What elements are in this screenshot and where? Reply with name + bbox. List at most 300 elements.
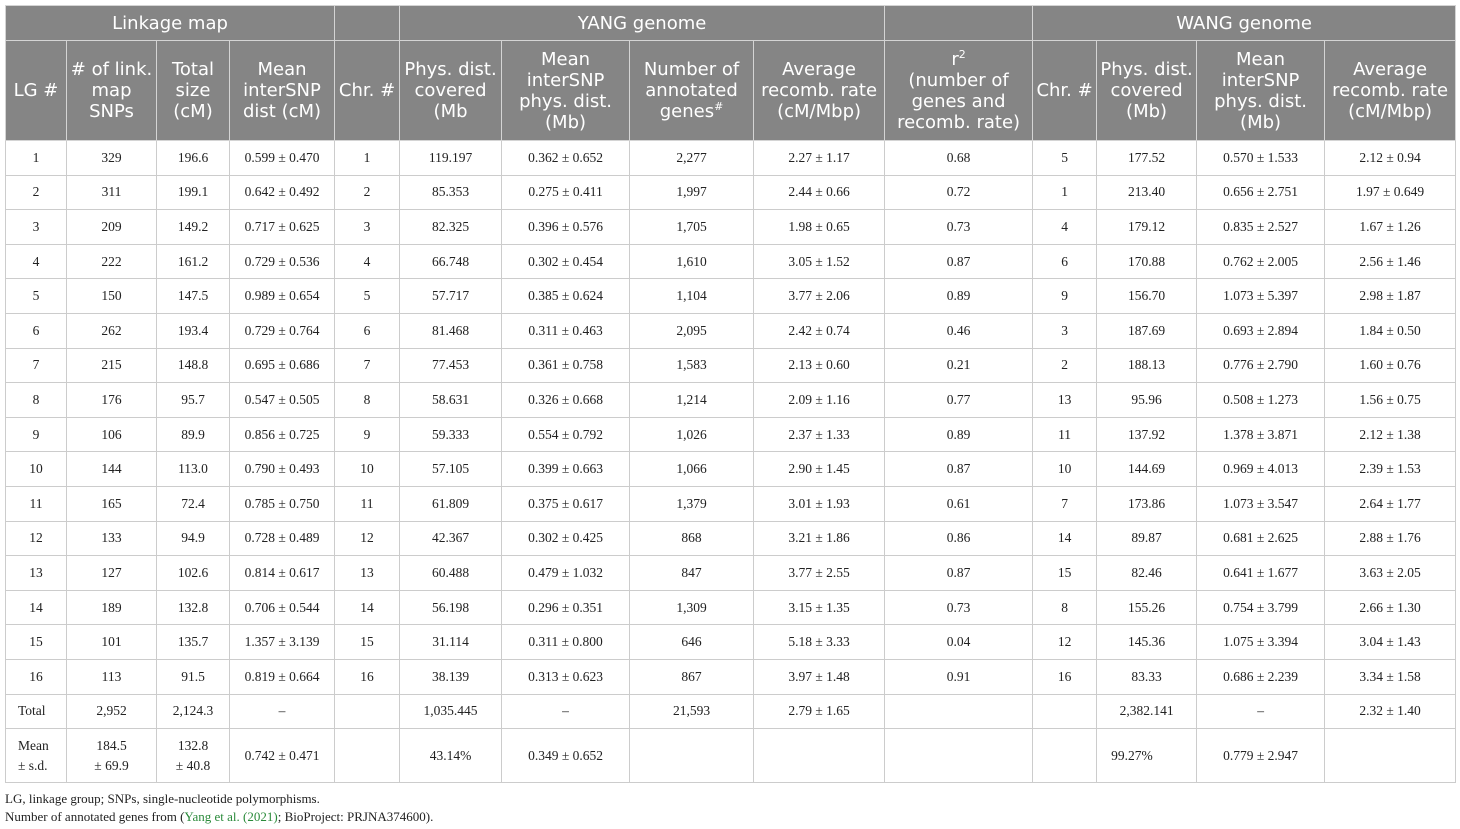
table-cell: 0.754 ± 3.799 [1197,590,1325,625]
table-cell: 0.785 ± 0.750 [230,486,335,521]
table-cell: 1,705 [630,210,754,245]
table-cell: 4 [335,244,400,279]
table-cell: 2.88 ± 1.76 [1325,521,1456,556]
table-cell: 0.72 [885,175,1033,210]
table-cell: 189 [67,590,157,625]
table-cell: 0.790 ± 0.493 [230,452,335,487]
total-cell: – [1197,694,1325,729]
table-cell: 145.36 [1097,625,1197,660]
table-cell: 2 [335,175,400,210]
table-cell: 0.91 [885,659,1033,694]
mean-wang-mean: 0.779 ± 2.947 [1197,729,1325,783]
table-cell: 1.67 ± 1.26 [1325,210,1456,245]
table-cell: 0.302 ± 0.425 [502,521,630,556]
table-row [6,659,1456,694]
table-row [6,521,1456,556]
table-cell: 119.197 [400,141,502,176]
table-cell: 0.04 [885,625,1033,660]
table-cell: 10 [6,452,67,487]
header-wang-chr: Chr. # [1033,41,1097,141]
table-cell: 1,583 [630,348,754,383]
table-cell: 15 [335,625,400,660]
mean-empty [630,729,754,783]
table-cell: 193.4 [157,313,230,348]
table-cell: 2 [6,175,67,210]
table-cell: 10 [1033,452,1097,487]
header-wang-mean: Mean interSNP phys. dist. (Mb) [1197,41,1325,141]
table-cell: 2.09 ± 1.16 [754,383,885,418]
table-cell: 173.86 [1097,486,1197,521]
group-header-spacer [885,6,1033,41]
table-cell: 12 [6,521,67,556]
table-cell: 3.63 ± 2.05 [1325,556,1456,591]
mean-empty [1325,729,1456,783]
table-row [6,417,1456,452]
table-cell: 149.2 [157,210,230,245]
table-cell: 868 [630,521,754,556]
table-cell: 0.313 ± 0.623 [502,659,630,694]
table-cell: 1,379 [630,486,754,521]
table-cell: 1.357 ± 3.139 [230,625,335,660]
table-cell: 2.90 ± 1.45 [754,452,885,487]
table-cell: 2.37 ± 1.33 [754,417,885,452]
table-cell: 0.275 ± 0.411 [502,175,630,210]
table-cell: 7 [335,348,400,383]
table-cell: 222 [67,244,157,279]
table-cell: 82.325 [400,210,502,245]
table-cell: 1,610 [630,244,754,279]
table-cell: 11 [6,486,67,521]
table-cell: 165 [67,486,157,521]
total-cell: 1,035.445 [400,694,502,729]
table-cell: 1,214 [630,383,754,418]
table-cell: 3 [335,210,400,245]
table-cell: 3.77 ± 2.55 [754,556,885,591]
table-cell: 1.073 ± 3.547 [1197,486,1325,521]
table-cell: 10 [335,452,400,487]
mean-size-sd: ± 40.8 [175,757,211,773]
reference-link[interactable]: Yang et al. (2021) [184,809,278,825]
table-cell: 8 [1033,590,1097,625]
table-cell: 6 [6,313,67,348]
table-cell: 42.367 [400,521,502,556]
mean-label [6,729,67,783]
table-row [6,383,1456,418]
table-row [6,313,1456,348]
mean-wang-phys: 99.27% [1097,729,1197,783]
mean-label-line1: Mean [18,737,49,753]
table-cell: 187.69 [1097,313,1197,348]
table-cell: 2,095 [630,313,754,348]
header-yang-mean: Mean interSNP phys. dist. (Mb) [502,41,630,141]
table-cell: 0.375 ± 0.617 [502,486,630,521]
table-cell: 0.554 ± 0.792 [502,417,630,452]
group-header-wang: WANG genome [1033,6,1456,41]
total-cell: – [230,694,335,729]
table-cell: 0.385 ± 0.624 [502,279,630,314]
table-cell: 2.42 ± 0.74 [754,313,885,348]
table-cell: 38.139 [400,659,502,694]
table-cell: 9 [335,417,400,452]
table-cell: 3.77 ± 2.06 [754,279,885,314]
table-cell: 56.198 [400,590,502,625]
table-row [6,590,1456,625]
table-cell: 7 [6,348,67,383]
table-cell: 58.631 [400,383,502,418]
table-cell: 0.86 [885,521,1033,556]
table-row [6,175,1456,210]
table-cell: 176 [67,383,157,418]
table-cell: 12 [1033,625,1097,660]
table-cell: 1.378 ± 3.871 [1197,417,1325,452]
table-cell: 11 [1033,417,1097,452]
header-mean-dist: Mean interSNP dist (cM) [230,41,335,141]
table-cell: 3.97 ± 1.48 [754,659,885,694]
table-cell: 60.488 [400,556,502,591]
table-cell: 1 [6,141,67,176]
footnote-genes-text: Number of annotated genes from ( [5,809,185,825]
table-cell: 0.73 [885,210,1033,245]
table-cell: 0.87 [885,556,1033,591]
table-cell: 329 [67,141,157,176]
table-cell: 0.399 ± 0.663 [502,452,630,487]
table-cell: 177.52 [1097,141,1197,176]
table-cell: 57.105 [400,452,502,487]
table-cell: 0.89 [885,279,1033,314]
table-cell: 3 [6,210,67,245]
table-cell: 262 [67,313,157,348]
table-cell: 1,997 [630,175,754,210]
table-cell: 0.87 [885,452,1033,487]
table-cell: 3.15 ± 1.35 [754,590,885,625]
table-cell: 144.69 [1097,452,1197,487]
table-row [6,348,1456,383]
table-cell: 0.87 [885,244,1033,279]
table-cell: 8 [6,383,67,418]
table-cell: 215 [67,348,157,383]
table-cell: 0.695 ± 0.686 [230,348,335,383]
footnote-abbreviations: LG, linkage group; SNPs, single-nucleotide polymorphisms. [5,791,320,807]
table-footnotes [5,790,1455,826]
total-cell: 2,952 [67,694,157,729]
table-cell: 13 [335,556,400,591]
table-cell: 132.8 [157,590,230,625]
table-cell: 89.9 [157,417,230,452]
table-cell: 0.326 ± 0.668 [502,383,630,418]
table-cell: 16 [1033,659,1097,694]
table-cell: 8 [335,383,400,418]
table-cell: 1,066 [630,452,754,487]
table-cell: 6 [335,313,400,348]
group-header-linkage: Linkage map [6,6,335,41]
table-cell: 867 [630,659,754,694]
total-cell: 2.79 ± 1.65 [754,694,885,729]
total-cell: – [502,694,630,729]
table-cell: 0.46 [885,313,1033,348]
total-cell: 2,124.3 [157,694,230,729]
total-cell: 21,593 [630,694,754,729]
header-r2-sup: 2 [958,47,966,61]
table-cell: 2.27 ± 1.17 [754,141,885,176]
header-yang-phys: Phys. dist. covered (Mb [400,41,502,141]
mean-empty [754,729,885,783]
table-cell: 57.717 [400,279,502,314]
table-cell: 3.34 ± 1.58 [1325,659,1456,694]
table-cell: 83.33 [1097,659,1197,694]
table-cell: 77.453 [400,348,502,383]
table-row [6,556,1456,591]
table-cell: 0.311 ± 0.463 [502,313,630,348]
table-cell: 0.396 ± 0.576 [502,210,630,245]
table-cell: 646 [630,625,754,660]
table-cell: 82.46 [1097,556,1197,591]
table-cell: 106 [67,417,157,452]
table-cell: 4 [6,244,67,279]
mean-label-line2: ± s.d. [18,757,48,773]
table-cell: 0.717 ± 0.625 [230,210,335,245]
table-cell: 0.89 [885,417,1033,452]
table-cell: 89.87 [1097,521,1197,556]
table-cell: 311 [67,175,157,210]
table-cell: 2.98 ± 1.87 [1325,279,1456,314]
table-row [6,244,1456,279]
table-cell: 1.84 ± 0.50 [1325,313,1456,348]
table-cell: 0.302 ± 0.454 [502,244,630,279]
table-cell: 2.39 ± 1.53 [1325,452,1456,487]
table-cell: 161.2 [157,244,230,279]
table-cell: 2.66 ± 1.30 [1325,590,1456,625]
table-cell: 0.729 ± 0.536 [230,244,335,279]
table-cell: 66.748 [400,244,502,279]
table-cell: 3.05 ± 1.52 [754,244,885,279]
mean-empty [1033,729,1097,783]
table-cell: 9 [1033,279,1097,314]
table-cell: 7 [1033,486,1097,521]
table-cell: 0.706 ± 0.544 [230,590,335,625]
table-cell: 1.073 ± 5.397 [1197,279,1325,314]
table-cell: 0.642 ± 0.492 [230,175,335,210]
table-cell: 0.729 ± 0.764 [230,313,335,348]
table-cell: 94.9 [157,521,230,556]
table-cell: 0.68 [885,141,1033,176]
table-row [6,452,1456,487]
table-cell: 199.1 [157,175,230,210]
table-cell: 0.776 ± 2.790 [1197,348,1325,383]
table-cell: 156.70 [1097,279,1197,314]
header-r2-rest: (number of genes and recomb. rate) [897,69,1021,133]
mean-dist: 0.742 ± 0.471 [230,729,335,783]
table-cell: 148.8 [157,348,230,383]
footnote-genes-text-end: ; BioProject: PRJNA374600). [277,809,434,825]
table-cell: 188.13 [1097,348,1197,383]
total-cell [885,694,1033,729]
table-cell: 0.362 ± 0.652 [502,141,630,176]
header-r2 [885,41,1033,141]
table-cell: 0.296 ± 0.351 [502,590,630,625]
table-cell: 113 [67,659,157,694]
table-cell: 213.40 [1097,175,1197,210]
header-size: Total size (cM) [157,41,230,141]
mean-snps-value: 184.5 [96,737,127,753]
table-cell: 14 [6,590,67,625]
table-cell: 1,309 [630,590,754,625]
mean-size [157,729,230,783]
table-cell: 0.762 ± 2.005 [1197,244,1325,279]
table-cell: 15 [1033,556,1097,591]
table-cell: 14 [335,590,400,625]
table-row [6,279,1456,314]
header-yang-genes-mark: # [714,100,724,113]
table-cell: 31.114 [400,625,502,660]
header-r2-base: r [951,48,959,70]
table-cell: 11 [335,486,400,521]
table-cell: 0.547 ± 0.505 [230,383,335,418]
table-cell: 12 [335,521,400,556]
table-cell: 196.6 [157,141,230,176]
header-lg: LG # [6,41,67,141]
table-cell: 1.075 ± 3.394 [1197,625,1325,660]
table-cell: 2 [1033,348,1097,383]
table-cell: 91.5 [157,659,230,694]
table-cell: 0.641 ± 1.677 [1197,556,1325,591]
table-cell: 135.7 [157,625,230,660]
table-cell: 0.61 [885,486,1033,521]
table-cell: 3 [1033,313,1097,348]
table-cell: 85.353 [400,175,502,210]
table-cell: 150 [67,279,157,314]
table-cell: 0.73 [885,590,1033,625]
table-cell: 15 [6,625,67,660]
total-cell [1033,694,1097,729]
mean-snps-sd: ± 69.9 [94,757,129,773]
mean-snps [67,729,157,783]
table-cell: 0.819 ± 0.664 [230,659,335,694]
table-cell: 0.989 ± 0.654 [230,279,335,314]
table-cell: 9 [6,417,67,452]
header-wang-rate: Average recomb. rate (cM/Mbp) [1325,41,1456,141]
table-cell: 16 [335,659,400,694]
table-cell: 847 [630,556,754,591]
table-cell: 2,277 [630,141,754,176]
table-cell: 147.5 [157,279,230,314]
total-cell: 2.32 ± 1.40 [1325,694,1456,729]
table-row [6,625,1456,660]
table-cell: 2.44 ± 0.66 [754,175,885,210]
table-cell: 0.681 ± 2.625 [1197,521,1325,556]
table-cell: 72.4 [157,486,230,521]
table-cell: 2.56 ± 1.46 [1325,244,1456,279]
table-cell: 0.728 ± 0.489 [230,521,335,556]
table-cell: 5 [6,279,67,314]
table-cell: 0.508 ± 1.273 [1197,383,1325,418]
table-cell: 102.6 [157,556,230,591]
table-cell: 13 [6,556,67,591]
table-cell: 1,104 [630,279,754,314]
table-row [6,141,1456,176]
table-cell: 0.856 ± 0.725 [230,417,335,452]
table-cell: 0.814 ± 0.617 [230,556,335,591]
table-cell: 2.13 ± 0.60 [754,348,885,383]
table-cell: 14 [1033,521,1097,556]
table-cell: 1.56 ± 0.75 [1325,383,1456,418]
table-cell: 0.686 ± 2.239 [1197,659,1325,694]
total-label: Total [6,694,67,729]
table-cell: 2.12 ± 1.38 [1325,417,1456,452]
mean-size-value: 132.8 [177,737,209,753]
table-cell: 0.969 ± 4.013 [1197,452,1325,487]
table-cell: 137.92 [1097,417,1197,452]
table-cell: 179.12 [1097,210,1197,245]
footnote-genes [5,808,1455,826]
table-cell: 1.60 ± 0.76 [1325,348,1456,383]
header-yang-rate: Average recomb. rate (cM/Mbp) [754,41,885,141]
table-cell: 13 [1033,383,1097,418]
mean-yang-mean: 0.349 ± 0.652 [502,729,630,783]
table-cell: 0.599 ± 0.470 [230,141,335,176]
table-cell: 1,026 [630,417,754,452]
table-container [5,5,1455,826]
table-cell: 0.693 ± 2.894 [1197,313,1325,348]
table-cell: 0.21 [885,348,1033,383]
table-cell: 1.97 ± 0.649 [1325,175,1456,210]
table-cell: 0.361 ± 0.758 [502,348,630,383]
table-cell: 170.88 [1097,244,1197,279]
table-cell: 144 [67,452,157,487]
header-yang-genes [630,41,754,141]
table-cell: 0.479 ± 1.032 [502,556,630,591]
header-yang-genes-label: Number of annotated genes [643,59,740,122]
table-cell: 209 [67,210,157,245]
total-row [6,694,1456,729]
header-snps: # of link. map SNPs [67,41,157,141]
table-cell: 5.18 ± 3.33 [754,625,885,660]
mean-empty [885,729,1033,783]
table-cell: 3.04 ± 1.43 [1325,625,1456,660]
header-wang-phys: Phys. dist. covered (Mb) [1097,41,1197,141]
table-cell: 0.311 ± 0.800 [502,625,630,660]
table-cell: 0.570 ± 1.533 [1197,141,1325,176]
table-cell: 113.0 [157,452,230,487]
table-cell: 0.77 [885,383,1033,418]
table-row [6,210,1456,245]
table-cell: 101 [67,625,157,660]
table-row [6,486,1456,521]
total-cell: 2,382.141 [1097,694,1197,729]
group-header-spacer [335,6,400,41]
table-cell: 0.656 ± 2.751 [1197,175,1325,210]
group-header-yang: YANG genome [400,6,885,41]
table-cell: 133 [67,521,157,556]
table-cell: 2.12 ± 0.94 [1325,141,1456,176]
mean-yang-phys: 43.14% [400,729,502,783]
table-body [6,141,1456,783]
mean-row [6,729,1456,783]
table-cell: 4 [1033,210,1097,245]
table-cell: 1 [1033,175,1097,210]
table-cell: 59.333 [400,417,502,452]
table-cell: 5 [1033,141,1097,176]
mean-empty [335,729,400,783]
table-cell: 2.64 ± 1.77 [1325,486,1456,521]
table-cell: 6 [1033,244,1097,279]
table-cell: 0.835 ± 2.527 [1197,210,1325,245]
table-cell: 3.21 ± 1.86 [754,521,885,556]
table-cell: 61.809 [400,486,502,521]
data-table [5,5,1456,783]
table-cell: 16 [6,659,67,694]
table-cell: 81.468 [400,313,502,348]
table-cell: 1 [335,141,400,176]
